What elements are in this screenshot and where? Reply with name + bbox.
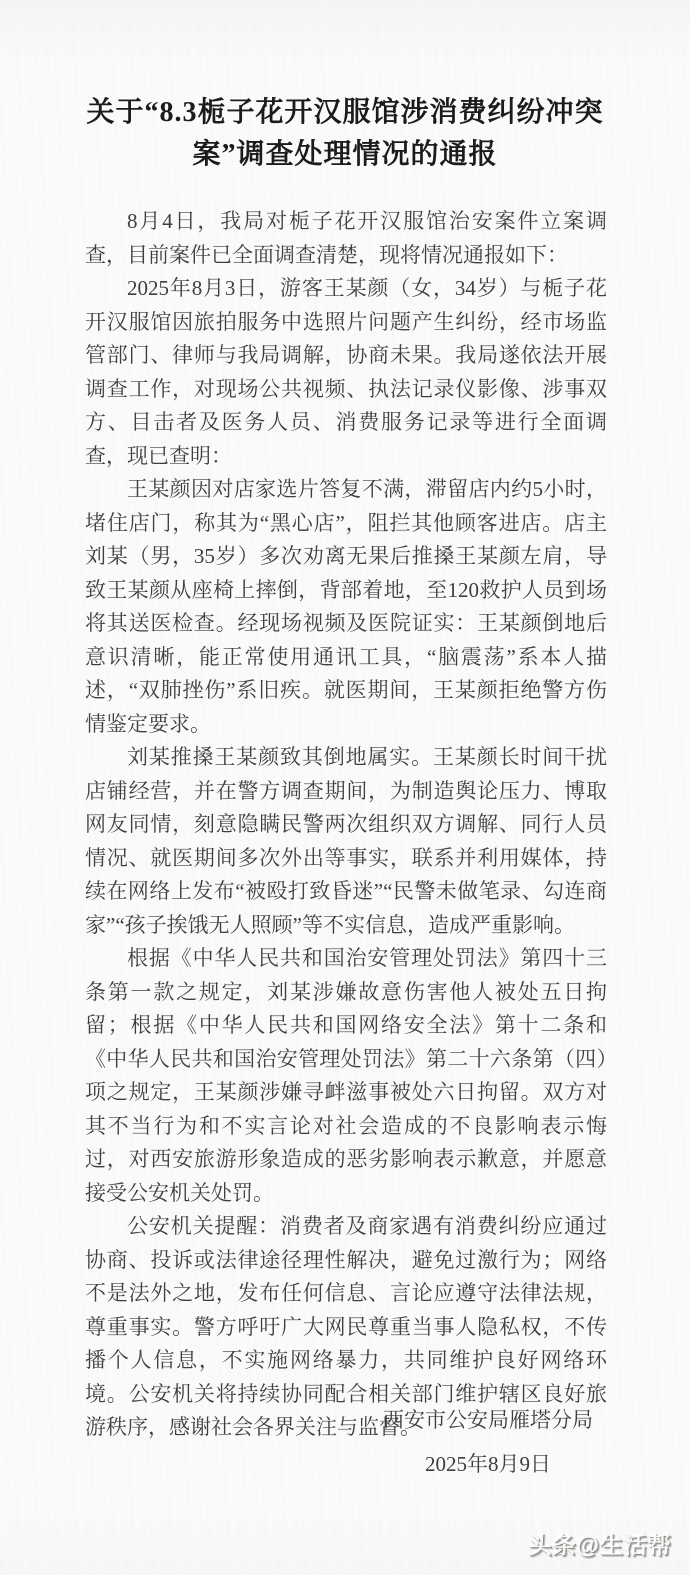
document-title <box>0 0 690 176</box>
paragraph-facts-confirmed: 刘某推搡王某颜致其倒地属实。王某颜长时间干扰店铺经营，并在警方调查期间，为制造舆论压力、博取网友同情，刻意隐瞒民警两次组织双方调解、同行人员情况、就医期间多次外出等事实，联系并利用媒体，持续在网络上发布“被殴打致昏迷”“民警未做笔录、勾连商家”“孩子挨饿无人照顾”等不实信息，造成严重影响。 <box>85 745 607 937</box>
document-title-line-1: 关于“8.3栀子花开汉服馆涉消费纠纷冲突 <box>86 97 604 128</box>
signature-block <box>383 1398 593 1486</box>
paragraph-legal-penalties: 根据《中华人民共和国治安管理处罚法》第四十三条第一款之规定，刘某涉嫌故意伤害他人被处五日拘留；根据《中华人民共和国网络安全法》第十二条和《中华人民共和国治安管理处罚法》第二十六条第（四）项之规定，王某颜涉嫌寻衅滋事被处六日拘留。双方对其不当行为和不实言论对社会造成的不良影响表示悔过，对西安旅游形象造成的恶劣影响表示歉意，并愿意接受公安机关处罚。 <box>85 946 607 1205</box>
issuing-authority: 西安市公安局雁塔分局 <box>383 1408 593 1432</box>
paragraph-police-reminder: 公安机关提醒：消费者及商家遇有消费纠纷应通过协商、投诉或法律途径理性解决，避免过激行为；网络不是法外之地，发布任何信息、言论应遵守法律法规，尊重事实。警方呼吁广大网民尊重当事人隐私权，不传播个人信息，不实施网络暴力，共同维护良好网络环境。公安机关将持续协同配合相关部门维护辖区良好旅游秩序，感谢社会各界关注与监督。 <box>85 1214 607 1439</box>
paragraph-investigation-findings: 王某颜因对店家选片答复不满，滞留店内约5小时，堵住店门，称其为“黑心店”，阻拦其他顾客进店。店主刘某（男，35岁）多次劝离无果后推搡王某颜左肩，导致王某颜从座椅上摔倒，背部着地，至120救护人员到场将其送医检查。经现场视频及医院证实：王某颜倒地后意识清晰，能正常使用通讯工具，“脑震荡”系本人描述，“双肺挫伤”系旧疾。就医期间，王某颜拒绝警方伤情鉴定要求。 <box>85 477 607 736</box>
toutiao-watermark: 头条@生活帮 <box>528 1532 672 1558</box>
document-body <box>85 205 607 1445</box>
document-title-line-2: 案”调查处理情况的通报 <box>192 139 498 170</box>
paragraph-intro: 8月4日，我局对栀子花开汉服馆治安案件立案调查，目前案件已全面调查清楚，现将情况通报如下： <box>85 209 607 267</box>
paragraph-incident-overview: 2025年8月3日，游客王某颜（女，34岁）与栀子花开汉服馆因旅拍服务中选照片问题产生纠纷，经市场监管部门、律师与我局调解，协商未果。我局遂依法开展调查工作，对现场公共视频、执法记录仪影像、涉事双方、目击者及医务人员、消费服务记录等进行全面调查，现已查明： <box>85 276 607 468</box>
issue-date: 2025年8月9日 <box>425 1452 551 1476</box>
